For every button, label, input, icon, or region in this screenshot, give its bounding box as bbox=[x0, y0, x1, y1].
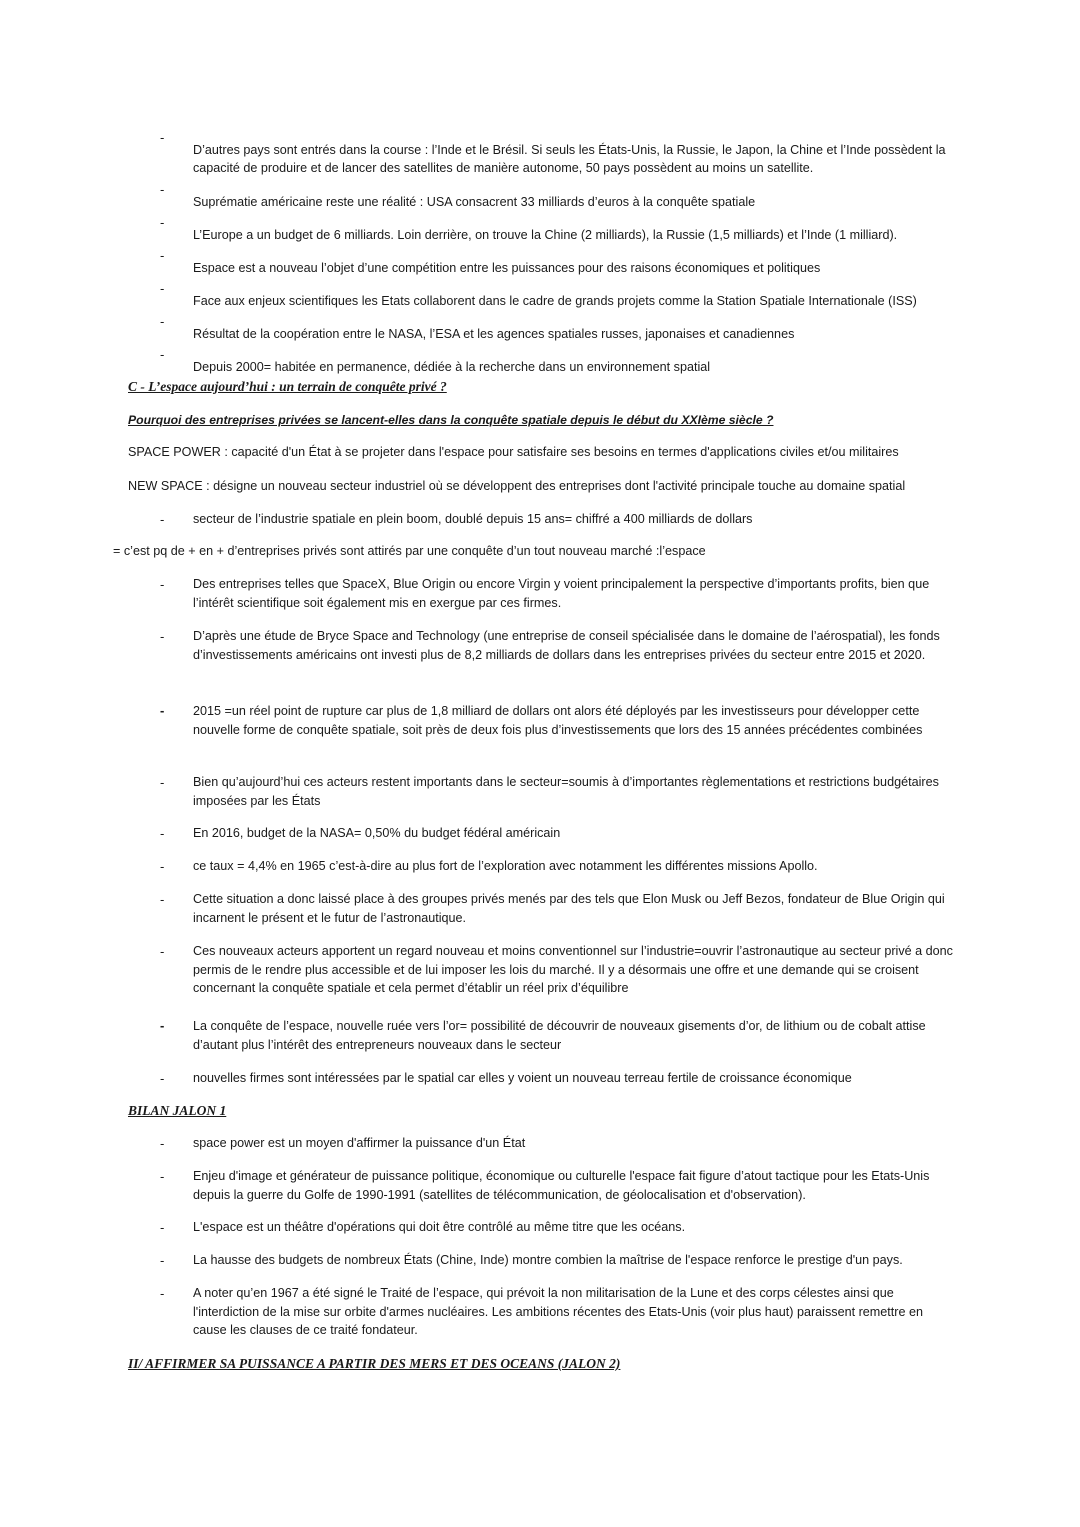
bullet-dash: - bbox=[160, 314, 165, 329]
bullet-dash: - bbox=[160, 215, 165, 230]
list-item: A noter qu’en 1967 a été signé le Traité de l’espace, qui prévoit la non militarisation de la Lune et des corps célestes ainsi que l'interdiction de la mise sur orbite d'armes nucléaires. Les ambitions récentes des Etats-Unis (voir plus haut) paraissent remettre en cause les clauses de ce traité fondateur. bbox=[193, 1286, 923, 1338]
bullet-dash: - bbox=[160, 1018, 165, 1033]
bullet-dash: - bbox=[160, 944, 165, 959]
list-item: D’après une étude de Bryce Space and Technology (une entreprise de conseil spécialisée dans le domaine de l’aérospatial), les fonds d’investissements américains ont investi plus de 8,2 milliards de dollars dans les entreprises privées du secteur entre 2015 et 2020. bbox=[193, 629, 940, 662]
list-item: Face aux enjeux scientifiques les Etats collaborent dans le cadre de grands projets comme la Station Spatiale Internationale (ISS) bbox=[193, 293, 917, 308]
list-item: space power est un moyen d'affirmer la puissance d'un État bbox=[193, 1136, 526, 1150]
bullet-dash: - bbox=[160, 347, 165, 362]
bullet-dash: - bbox=[160, 281, 165, 296]
list-item: Cette situation a donc laissé place à des groupes privés menés par des tels que Elon Musk ou Jeff Bezos, fondateur de Blue Origin qui incarnent le présent et le futur de l’astronautique. bbox=[193, 892, 945, 925]
bullet-dash: - bbox=[160, 577, 165, 592]
industry-bullet: secteur de l’industrie spatiale en plein boom, doublé depuis 15 ans= chiffré a 400 milliards de dollars bbox=[193, 512, 753, 526]
list-item: 2015 =un réel point de rupture car plus de 1,8 milliard de dollars ont alors été déployés par les investisseurs pour développer cette nouvelle forme de conquête spatiale, soit près de deux fois plus d’investissements que lors des 15 années précédentes combinées bbox=[193, 704, 923, 737]
bullet-dash: - bbox=[160, 1071, 165, 1086]
space-power-definition: SPACE POWER : capacité d'un État à se projeter dans l'espace pour satisfaire ses besoins en termes d'applications civiles et/ou militaires bbox=[128, 445, 899, 459]
list-item: L'espace est un théâtre d'opérations qui doit être contrôlé au même titre que les océans. bbox=[193, 1220, 686, 1234]
bullet-dash: - bbox=[160, 1220, 165, 1235]
bullet-dash: - bbox=[160, 629, 165, 644]
list-item: La hausse des budgets de nombreux États (Chine, Inde) montre combien la maîtrise de l'espace renforce le prestige d'un pays. bbox=[193, 1253, 903, 1267]
conclusion-line: = c’est pq de + en + d’entreprises privés sont attirés par une conquête d’un tout nouveau marché :l’espace bbox=[113, 544, 706, 558]
section-c-question: Pourquoi des entreprises privées se lancent-elles dans la conquête spatiale depuis le début du XXIème siècle ? bbox=[128, 413, 774, 427]
list-item: Espace est a nouveau l’objet d’une compétition entre les puissances pour des raisons économiques et politiques bbox=[193, 260, 821, 275]
list-item: Ces nouveaux acteurs apportent un regard nouveau et moins conventionnel sur l’industrie=ouvrir l’astronautique au secteur privé a donc permis de le rendre plus accessible et de lui imposer les lois du marché. Il y a désormais une offre et une demande qui se croisent concernant la conquête spatiale et cela permet d’établir un réel prix d’équilibre bbox=[193, 944, 953, 996]
bullet-dash: - bbox=[160, 182, 165, 197]
bullet-dash: - bbox=[160, 826, 165, 841]
list-item: nouvelles firmes sont intéressées par le spatial car elles y voient un nouveau terreau fertile de croissance économique bbox=[193, 1071, 852, 1085]
bullet-dash: - bbox=[160, 1286, 165, 1301]
list-item: Des entreprises telles que SpaceX, Blue Origin ou encore Virgin y voient principalement la perspective d’importants profits, bien que l’intérêt scientifique soit également mis en exergue par ces firmes. bbox=[193, 577, 930, 610]
bilan-title: BILAN JALON 1 bbox=[128, 1103, 227, 1118]
section-c-title: C - L’espace aujourd’hui : un terrain de conquête privé ? bbox=[128, 379, 447, 394]
bullet-dash: - bbox=[160, 775, 165, 790]
bullet-dash: - bbox=[160, 1136, 165, 1151]
list-item: ce taux = 4,4% en 1965 c’est-à-dire au plus fort de l’exploration avec notamment les différentes missions Apollo. bbox=[193, 859, 818, 873]
list-item: D’autres pays sont entrés dans la course : l’Inde et le Brésil. Si seuls les États-Unis, la Russie, le Japon, la Chine et l’Inde possèdent la capacité de produire et de lancer des satellites de manière autonome, 50 pays possèdent au moins un satellite. bbox=[193, 142, 946, 176]
part2-title: II/ AFFIRMER SA PUISSANCE A PARTIR DES MERS ET DES OCEANS (JALON 2) bbox=[128, 1356, 621, 1371]
list-item: La conquête de l’espace, nouvelle ruée vers l’or= possibilité de découvrir de nouveaux gisements d’or, de lithium ou de cobalt attise d’autant plus l’intérêt des entrepreneurs nouveaux dans le secteur bbox=[193, 1019, 926, 1052]
bullet-dash: - bbox=[160, 859, 165, 874]
new-space-definition: NEW SPACE : désigne un nouveau secteur industriel où se développent des entreprises dont l'activité principale touche au domaine spatial bbox=[128, 479, 906, 493]
bullet-dash: - bbox=[160, 248, 165, 263]
list-item: Depuis 2000= habitée en permanence, dédiée à la recherche dans un environnement spatial bbox=[193, 359, 711, 374]
list-item: L’Europe a un budget de 6 milliards. Loin derrière, on trouve la Chine (2 milliards), la Russie (1,5 milliards) et l’Inde (1 milliard). bbox=[193, 227, 898, 242]
list-item: Suprématie américaine reste une réalité : USA consacrent 33 milliards d’euros à la conquête spatiale bbox=[193, 194, 756, 209]
bullet-dash: - bbox=[160, 703, 165, 718]
list-item: Résultat de la coopération entre le NASA, l’ESA et les agences spatiales russes, japonaises et canadiennes bbox=[193, 326, 795, 341]
list-item: En 2016, budget de la NASA= 0,50% du budget fédéral américain bbox=[193, 826, 561, 840]
list-item: Enjeu d'image et générateur de puissance politique, économique ou culturelle l'espace fait figure d’atout tactique pour les Etats-Unis depuis la guerre du Golfe de 1990-1991 (satellites de télécommunication, de géolocalisation et d'observation). bbox=[193, 1169, 930, 1202]
bullet-dash: - bbox=[160, 1253, 165, 1268]
bullet-dash: - bbox=[160, 1169, 165, 1184]
list-item: Bien qu’aujourd’hui ces acteurs restent importants dans le secteur=soumis à d’importantes règlementations et restrictions budgétaires imposées par les États bbox=[193, 775, 939, 808]
bullet-dash: - bbox=[160, 512, 165, 527]
bullet-dash: - bbox=[160, 892, 165, 907]
bullet-dash: - bbox=[160, 130, 165, 145]
